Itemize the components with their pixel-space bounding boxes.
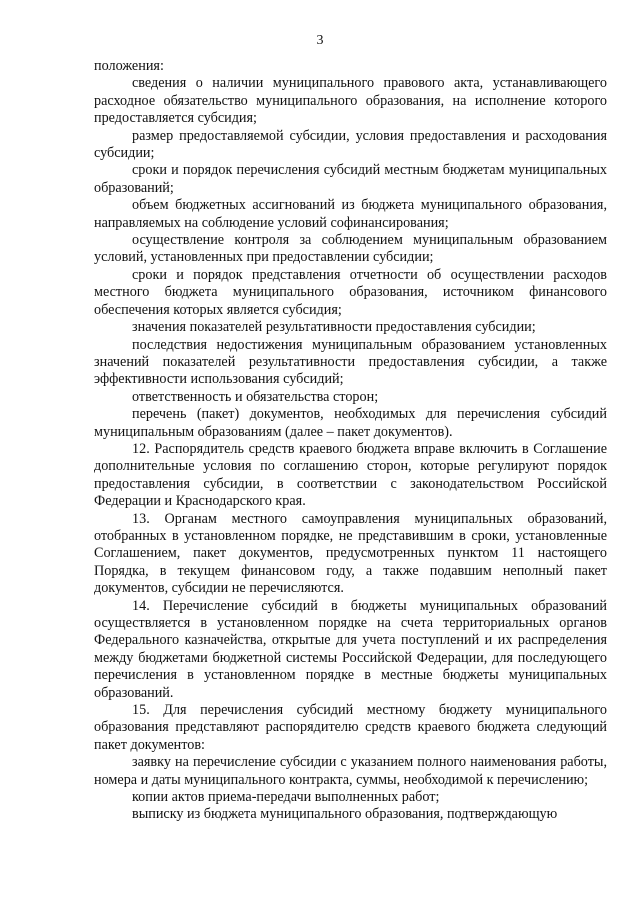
paragraph-1: сведения о наличии муниципального правового акта, устанавливающего расходное обязательство муниципального образования, на исполнение которого предоставляется субсидия; — [94, 75, 607, 127]
paragraph-2: размер предоставляемой субсидии, условия предоставления и расходования субсидии; — [94, 127, 607, 162]
paragraph-7: значения показателей результативности предоставления субсидии; — [132, 319, 536, 336]
paragraph-4: объем бюджетных ассигнований из бюджета муниципального образования, направляемых на соблюдение условий софинансирования; — [94, 197, 607, 231]
paragraph-14: 15. Для перечисления субсидий местному бюджету муниципального образования представляют распорядителю средств краевого бюджета следующий пакет документов: — [94, 702, 607, 753]
page-number: 3 — [316, 33, 324, 48]
paragraph-16: копии актов приема-передачи выполненных работ; — [132, 789, 440, 806]
paragraph-6: сроки и порядок представления отчетности об осуществлении расходов местного бюджета муниципального образования, источником финансового обеспечения которых является субсидия; — [94, 266, 607, 318]
paragraph-11: 12. Распорядитель средств краевого бюджета вправе включить в Соглашение дополнительные условия по соглашению сторон, которые регулируют порядок предоставления субсидии, в соответствии с законодательством Российской Федерации и Краснодарского края. — [94, 440, 607, 510]
document-body — [94, 58, 607, 824]
paragraph-9: ответственность и обязательства сторон; — [132, 388, 379, 405]
paragraph-17: выписку из бюджета муниципального образования, подтверждающую — [132, 806, 558, 823]
paragraph-0: положения: — [94, 58, 164, 74]
paragraph-15: заявку на перечисление субсидии с указанием полного наименования работы, номера и даты муниципального контракта, суммы, необходимой к перечислению; — [94, 754, 607, 788]
paragraph-10: перечень (пакет) документов, необходимых для перечисления субсидий муниципальным образованиям (далее – пакет документов). — [94, 406, 607, 440]
paragraph-13: 14. Перечисление субсидий в бюджеты муниципальных образований осуществляется в установленном порядке на счета территориальных органов Федерального казначейства, открытые для учета поступлений и их распределения между бюджетами бюджетной системы Российской Федерации, для последующего перечисления в установленном порядке в местные бюджеты муниципальных образований. — [94, 597, 607, 701]
paragraph-8: последствия недостижения муниципальным образованием установленных значений показателей результативности предоставления субсидии, а также эффективности использования субсидий; — [94, 336, 607, 388]
paragraph-5: осуществление контроля за соблюдением муниципальным образованием условий, установленных при предоставлении субсидии; — [94, 232, 607, 266]
paragraph-12: 13. Органам местного самоуправления муниципальных образований, отобранных в установленном порядке, не представившим в сроки, установленные Соглашением, пакет документов, предусмотренных пунктом 11 настоящего Порядка, в текущем финансовом году, а также подавшим неполный пакет документов, субсидии не перечисляются. — [94, 510, 607, 597]
paragraph-3: сроки и порядок перечисления субсидий местным бюджетам муниципальных образований; — [94, 162, 607, 196]
